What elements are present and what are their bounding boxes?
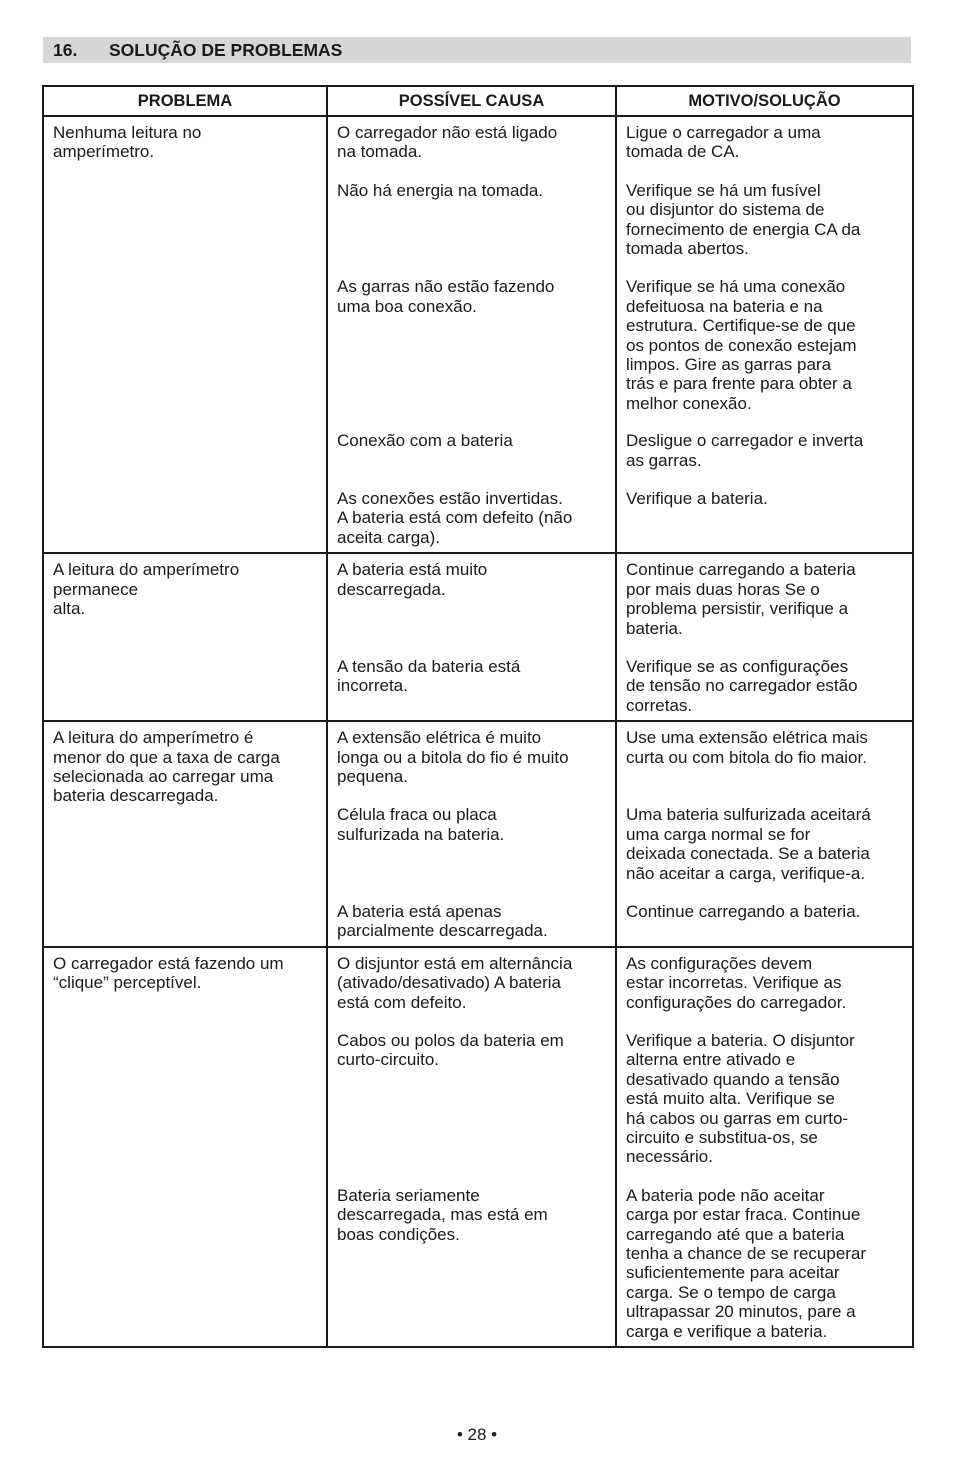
cause-text: Cabos ou polos da bateria em curto-circuito. (337, 1030, 564, 1070)
solution-text: Verifique se há uma conexão defeituosa na bateria e na estrutura. Certifique-se de que os pontos de conexão estejam limpos. Gire as garras para trás e para frente para obter a melhor conexão. (626, 277, 857, 413)
cause-cell (327, 116, 616, 553)
cause-text: A bateria está apenas parcialmente descarregada. (337, 901, 548, 941)
cause-text: As garras não estão fazendo uma boa conexão. (337, 277, 555, 316)
solution-text: Continue carregando a bateria. (626, 901, 861, 921)
cause-text: As conexões estão invertidas. A bateria está com defeito (não aceita carga). (337, 489, 573, 547)
cause-text: A bateria está muito descarregada. (337, 560, 488, 599)
cause-text: A extensão elétrica é muito longa ou a bitola do fio é muito pequena. (337, 728, 569, 786)
problem-text: A leitura do amperímetro é menor do que a taxa de carga selecionada ao carregar uma bateria descarregada. (53, 728, 280, 806)
cause-text: Célula fraca ou placa sulfurizada na bateria. (337, 805, 505, 844)
solution-text: Verifique a bateria. O disjuntor alterna entre ativado e desativado quando a tensão está muito alta. Verifique se há cabos ou garras em curto- circuito e substitua-os, se necessário. (626, 1030, 855, 1167)
cause-text: O carregador não está ligado na tomada. (337, 123, 558, 162)
solution-text: Verifique se as configurações de tensão no carregador estão corretas. (626, 656, 858, 715)
troubleshooting-table (42, 85, 914, 1348)
solution-cell (616, 721, 913, 947)
section-header (43, 37, 911, 63)
cause-cell (327, 721, 616, 947)
cause-text: A tensão da bateria está incorreta. (337, 656, 521, 696)
solution-text: Continue carregando a bateria por mais duas horas Se o problema persistir, verifique a bateria. (626, 560, 856, 638)
solution-text: As configurações devem estar incorretas. Verifique as configurações do carregador. (626, 953, 847, 1012)
solution-cell (616, 947, 913, 1347)
cause-text: O disjuntor está em alternância (ativado/desativado) A bateria está com defeito. (337, 953, 573, 1012)
header-cause: POSSÍVEL CAUSA (327, 86, 616, 116)
solution-cell (616, 553, 913, 721)
problem-text: A leitura do amperímetro permanece alta. (53, 560, 240, 619)
table-body (43, 116, 913, 1347)
solution-text: A bateria pode não aceitar carga por estar fraca. Continue carregando até que a bateria tenha a chance de se recuperar suficientemente para aceitar carga. Se o tempo de carga ultrapassar 20 minutos, pare a carga e verifique a bateria. (626, 1185, 867, 1341)
header-solution: MOTIVO/SOLUÇÃO (616, 86, 913, 116)
cause-cell (327, 553, 616, 721)
table-row (43, 947, 913, 1347)
solution-text: Verifique se há um fusível ou disjuntor do sistema de fornecimento de energia CA da tomada abertos. (626, 180, 861, 259)
cause-text: Não há energia na tomada. (337, 180, 544, 200)
problem-text: O carregador está fazendo um “clique” perceptível. (53, 953, 284, 993)
cause-text: Conexão com a bateria (337, 431, 513, 451)
solution-text: Verifique a bateria. (626, 489, 768, 509)
problem-cell (43, 116, 327, 553)
solution-cell (616, 116, 913, 553)
cause-cell (327, 947, 616, 1347)
problem-cell (43, 721, 327, 947)
page-number: • 28 • (456, 1425, 498, 1444)
table-row (43, 116, 913, 553)
table-row (43, 553, 913, 721)
solution-text: Ligue o carregador a uma tomada de CA. (626, 123, 821, 162)
problem-cell (43, 553, 327, 721)
header-problem: PROBLEMA (43, 86, 327, 116)
section-number: 16. (53, 40, 78, 60)
problem-cell (43, 947, 327, 1347)
table-row (43, 721, 913, 947)
solution-text: Use uma extensão elétrica mais curta ou com bitola do fio maior. (626, 728, 868, 767)
cause-text: Bateria seriamente descarregada, mas está em boas condições. (337, 1185, 548, 1244)
solution-text: Desligue o carregador e inverta as garras. (626, 431, 864, 470)
solution-text: Uma bateria sulfurizada aceitará uma carga normal se for deixada conectada. Se a bateria não aceitar a carga, verifique-a. (626, 805, 871, 883)
problem-text: Nenhuma leitura no amperímetro. (53, 123, 202, 162)
table-header-row (43, 86, 913, 116)
section-title: SOLUÇÃO DE PROBLEMAS (109, 40, 343, 60)
